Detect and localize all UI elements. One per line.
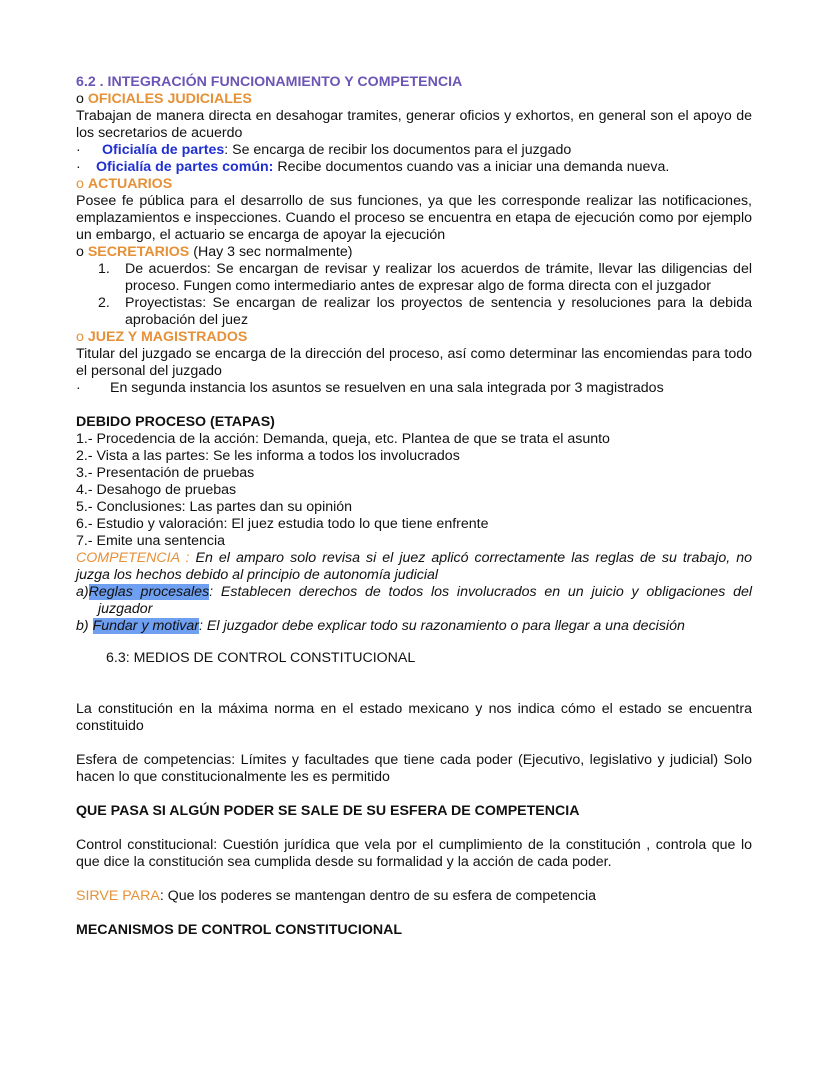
spacer	[76, 871, 752, 888]
bullet-term: Oficialía de partes	[102, 142, 225, 158]
spacer	[76, 820, 752, 837]
item-text: : Establecen derechos de todos los involucrados en un juicio y obligaciones del juzgador	[98, 584, 752, 617]
list-item	[76, 261, 752, 295]
juez-heading	[76, 329, 752, 346]
oficiales-heading	[76, 91, 752, 108]
step-item: 2.- Vista a las partes: Se les informa a todos los involucrados	[76, 448, 460, 464]
step-item: 4.- Desahogo de pruebas	[76, 482, 237, 498]
bullet-term: Oficialía de partes común:	[96, 159, 274, 175]
highlighted-term: Reglas procesales	[88, 584, 210, 600]
list-text: Proyectistas: Se encargan de realizar los proyectos de sentencia y resoluciones para la debida aprobación del juez	[125, 295, 752, 328]
highlighted-term: Fundar y motivar	[92, 618, 200, 634]
actuarios-heading-text: ACTUARIOS	[87, 176, 173, 192]
list-marker: o	[76, 244, 88, 260]
list-item	[76, 295, 752, 329]
spacer	[76, 667, 752, 701]
bullet-text: Recibe documentos cuando vas a iniciar una demanda nueva.	[273, 159, 670, 175]
competencia-item-a	[76, 584, 752, 618]
control-paragraph: Control constitucional: Cuestión jurídica que vela por el cumplimiento de la constitución , controla que lo que dice la constitución sea cumplida desde su formalidad y la acción de cada poder.	[76, 837, 752, 870]
bullet-icon: ·	[76, 159, 81, 175]
secretarios-note: (Hay 3 sec normalmente)	[189, 244, 353, 260]
item-prefix: b)	[76, 618, 93, 634]
sirve-para-paragraph	[76, 888, 752, 905]
list-number: 1.	[98, 261, 110, 277]
debido-proceso-title: DEBIDO PROCESO (ETAPAS)	[76, 414, 275, 430]
section-6-2-title: 6.2 . INTEGRACIÓN FUNCIONAMIENTO Y COMPETENCIA	[76, 74, 463, 90]
competencia-label: COMPETENCIA :	[76, 550, 190, 566]
section-6-3-title: 6.3: MEDIOS DE CONTROL CONSTITUCIONAL	[106, 650, 416, 666]
competencia-item-b	[76, 618, 752, 635]
spacer	[76, 397, 752, 414]
bullet-icon: ·	[76, 380, 81, 396]
oficiales-body: Trabajan de manera directa en desahogar tramites, generar oficios y exhortos, en general son el apoyo de los secretarios de acuerdo	[76, 108, 752, 141]
spacer	[76, 905, 752, 922]
oficiales-heading-text: OFICIALES JUDICIALES	[87, 91, 252, 107]
list-number: 2.	[98, 295, 110, 311]
secretarios-heading	[76, 244, 752, 261]
sirve-para-label: SIRVE PARA	[76, 888, 160, 904]
actuarios-heading	[76, 176, 752, 193]
list-marker: o	[76, 329, 88, 345]
step-item: 5.- Conclusiones: Las partes dan su opinión	[76, 499, 353, 515]
step-item: 3.- Presentación de pruebas	[76, 465, 255, 481]
bullet-icon: ·	[76, 142, 81, 158]
spacer	[76, 786, 752, 803]
step-item: 1.- Procedencia de la acción: Demanda, queja, etc. Plantea de que se trata el asunto	[76, 431, 610, 447]
step-item: 7.- Emite una sentencia	[76, 533, 226, 549]
list-marker: o	[76, 91, 88, 107]
document-page	[76, 74, 752, 939]
list-text: De acuerdos: Se encargan de revisar y realizar los acuerdos de trámite, llevar las diligencias del proceso. Fungen como intermediario antes de expresar algo de forma directa con el juzgador	[125, 261, 752, 294]
sirve-para-text: : Que los poderes se mantengan dentro de su esfera de competencia	[159, 888, 596, 904]
bullet-text: : Se encarga de recibir los documentos para el juzgado	[224, 142, 572, 158]
bullet-item	[76, 142, 752, 159]
juez-body: Titular del juzgado se encarga de la dirección del proceso, así como determinar las encomiendas para todo el personal del juzgado	[76, 346, 752, 379]
mecanismos-heading: MECANISMOS DE CONTROL CONSTITUCIONAL	[76, 922, 403, 938]
que-pasa-heading: QUE PASA SI ALGÚN PODER SE SALE DE SU ESFERA DE COMPETENCIA	[76, 803, 580, 819]
competencia-text: En el amparo solo revisa si el juez aplicó correctamente las reglas de su trabajo, no juzga los hechos debido al principio de autonomía judicial	[76, 550, 752, 583]
step-item: 6.- Estudio y valoración: El juez estudia todo lo que tiene enfrente	[76, 516, 489, 532]
item-prefix: a)	[76, 584, 89, 600]
item-text: : El juzgador debe explicar todo su razonamiento o para llegar a una decisión	[199, 618, 685, 634]
esfera-paragraph: Esfera de competencias: Límites y facultades que tiene cada poder (Ejecutivo, legislativo y judicial) Solo hacen lo que constitucionalmente les es permitido	[76, 752, 752, 785]
secretarios-heading-text: SECRETARIOS	[87, 244, 190, 260]
spacer	[76, 735, 752, 752]
competencia-paragraph	[76, 550, 752, 584]
bullet-item	[76, 159, 752, 176]
secretarios-list	[76, 261, 752, 329]
bullet-text: En segunda instancia los asuntos se resuelven en una sala integrada por 3 magistrados	[110, 380, 664, 396]
juez-heading-text: JUEZ Y MAGISTRADOS	[87, 329, 248, 345]
list-marker: o	[76, 176, 88, 192]
constitucion-paragraph: La constitución en la máxima norma en el estado mexicano y nos indica cómo el estado se encuentra constituido	[76, 701, 752, 734]
actuarios-body: Posee fe pública para el desarrollo de sus funciones, ya que les corresponde realizar las notificaciones, emplazamientos e inspecciones. Cuando el proceso se encuentra en etapa de ejecución como por ejemplo un embargo, el actuario se encarga de apoyar la ejecución	[76, 193, 752, 243]
bullet-item	[76, 380, 752, 397]
